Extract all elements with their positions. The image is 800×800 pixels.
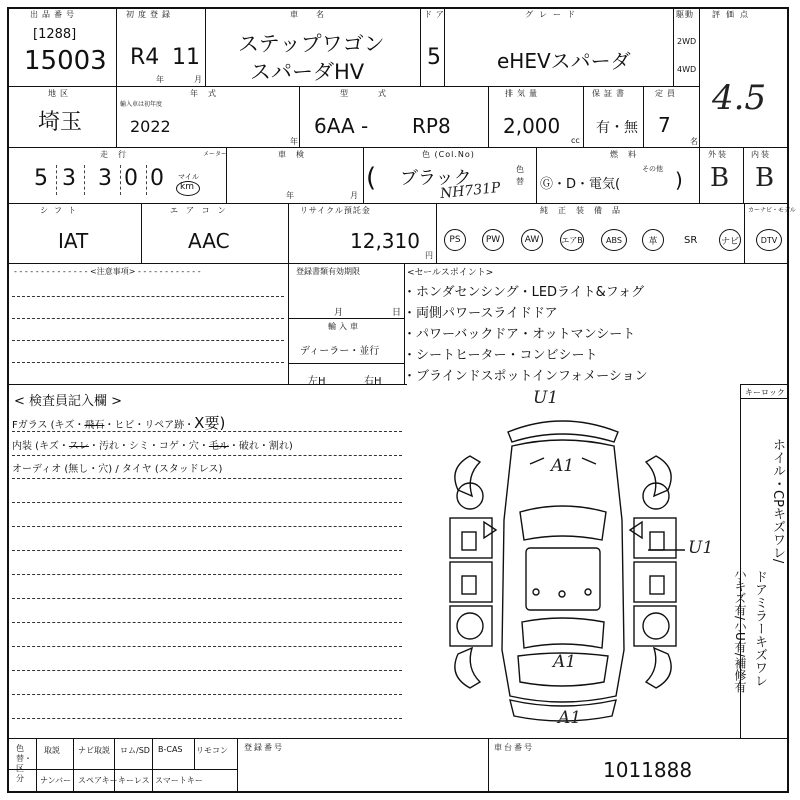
model-code: RP8 bbox=[412, 114, 451, 138]
bottom-r1-c5: リモコン bbox=[196, 746, 228, 755]
car-diagram bbox=[440, 400, 685, 735]
damage-mark-right-side: U1 bbox=[688, 538, 714, 558]
first-reg-label: 初度登録 bbox=[126, 10, 174, 19]
rating-label: 評価点 bbox=[712, 10, 754, 19]
sales-point-3: ・パワーバックドア・オットマンシート bbox=[403, 327, 636, 342]
sales-point-1: ・ホンダセンシング・LEDライト&フォグ bbox=[403, 285, 645, 300]
mileage-digit-2: 3 bbox=[62, 166, 76, 191]
mileage-label: 走行 bbox=[100, 150, 136, 159]
inspection-year: 年 bbox=[286, 191, 294, 200]
import-dealer: ディーラー・並行 bbox=[300, 346, 380, 357]
fuel-other: その他 bbox=[642, 165, 663, 173]
caution-label-text: 注意事項 bbox=[96, 267, 129, 276]
side-note-col3: 小キズ有/小U有/補修有 bbox=[733, 568, 747, 693]
recycle-label: リサイクル預託金 bbox=[300, 206, 371, 215]
equip-ps: PS bbox=[444, 229, 466, 251]
expiry-day: 日 bbox=[392, 308, 402, 318]
bottom-left-label: 色替・区分 bbox=[16, 744, 32, 783]
bottom-r1-c2: ナビ取説 bbox=[78, 746, 110, 755]
keylock-label: キーロック bbox=[745, 388, 785, 397]
inspector-title: < 検査員記入欄 > bbox=[14, 394, 123, 409]
bottom-r1-c1: 取説 bbox=[44, 746, 60, 755]
drive-2wd: 2WD bbox=[677, 37, 697, 46]
model-year-label: 年式 bbox=[190, 89, 226, 98]
exterior-value: B bbox=[710, 163, 730, 193]
model-prefix: 6AA - bbox=[314, 114, 369, 138]
bottom-r2-c4: スマートキー bbox=[155, 776, 203, 785]
equip-sr: SR bbox=[684, 235, 698, 246]
capacity-value: 7 bbox=[658, 113, 671, 137]
color-label: 色 (Col.No) bbox=[422, 150, 475, 159]
lot-bracket: [1288] bbox=[33, 27, 77, 42]
yen-unit: 円 bbox=[425, 251, 433, 260]
damage-mark-rear-bumper: A1 bbox=[558, 708, 582, 728]
sales-point-2: ・両側パワースライドドア bbox=[403, 306, 558, 321]
fuel-options: Ⓖ・D・電気( bbox=[540, 177, 621, 192]
region-value: 埼玉 bbox=[38, 110, 83, 135]
expiry-label: 登録書類有効期限 bbox=[296, 267, 360, 276]
equip-navi: ナビ bbox=[719, 229, 741, 251]
door-label: ドア bbox=[424, 10, 448, 19]
color-code: NH731P bbox=[439, 179, 502, 203]
rating-value: 4.5 bbox=[712, 78, 767, 118]
ac-value: AAC bbox=[188, 229, 230, 253]
interior-value: B bbox=[755, 163, 775, 193]
bottom-r2-c3: キーレス bbox=[118, 776, 150, 785]
lot-number: 15003 bbox=[24, 46, 107, 76]
cc-unit: cc bbox=[571, 136, 580, 145]
reg-month-unit: 月 bbox=[194, 75, 202, 84]
inspector-line2-struck: スレ bbox=[68, 441, 89, 452]
lot-label: 出品番号 bbox=[30, 10, 78, 19]
expiry-month: 月 bbox=[334, 308, 344, 318]
model-label: 型式 bbox=[340, 89, 416, 98]
equip-pw: PW bbox=[482, 229, 504, 251]
grade-value: eHEVスパーダ bbox=[497, 49, 631, 73]
inspector-line1-x: X bbox=[194, 414, 205, 432]
import-label: 輸入車 bbox=[328, 322, 361, 331]
reg-month: 11 bbox=[172, 45, 200, 70]
unit-km: km bbox=[180, 182, 194, 192]
bottom-r1-c3: ロム/SD bbox=[120, 746, 150, 755]
sales-label: <セールスポイント> bbox=[407, 268, 494, 278]
equip-dtv: DTV bbox=[756, 229, 782, 251]
sales-point-4: ・シートヒーター・コンビシート bbox=[403, 348, 598, 363]
drive-label: 駆動 bbox=[676, 10, 694, 19]
model-year-unit: 年 bbox=[290, 137, 298, 146]
caution-label: - - - - - - - - - - - - - - <注意事項> - - - - - - - - - - - - bbox=[14, 267, 201, 276]
inspector-line1-post: 要) bbox=[204, 414, 226, 432]
inspector-line2-pre: 内装 (キズ・ bbox=[12, 441, 69, 452]
model-year-value: 2022 bbox=[130, 117, 171, 136]
interior-label: 内装 bbox=[751, 150, 771, 159]
inspector-line1-mid: ヒビ・リペア跡・ bbox=[114, 420, 195, 431]
equip-abs: ABS bbox=[601, 229, 627, 251]
car-name-label: 車名 bbox=[290, 10, 342, 19]
import-right-h: 右H bbox=[364, 376, 382, 387]
color-value: ブラック bbox=[400, 168, 472, 189]
import-left-h: 左H bbox=[308, 376, 326, 387]
model-year-note: 輸入車は初年度 bbox=[120, 101, 163, 108]
equip-airbag: エアB bbox=[560, 229, 584, 251]
capacity-label: 定員 bbox=[655, 89, 679, 98]
shift-label: シフト bbox=[40, 206, 82, 215]
inspector-line2 bbox=[12, 437, 293, 452]
inspection-label: 車検 bbox=[278, 150, 314, 159]
car-name-line2: スパーダHV bbox=[250, 60, 365, 84]
sales-point-5: ・ブラインドスポットインフォメーション bbox=[403, 369, 648, 384]
bottom-r1-c4: B-CAS bbox=[158, 745, 183, 754]
mileage-digit-1: 5 bbox=[34, 166, 48, 191]
mileage-digit-5: 0 bbox=[150, 166, 164, 191]
inspection-month: 月 bbox=[350, 191, 358, 200]
inspector-line1-struck: 飛石 bbox=[84, 420, 105, 431]
damage-mark-rear: A1 bbox=[553, 652, 577, 672]
side-note-col2: ドアミラーキズワレ bbox=[752, 570, 767, 687]
equip-leather: 革 bbox=[642, 229, 664, 251]
fuel-close: ) bbox=[675, 168, 683, 192]
capacity-unit: 名 bbox=[690, 137, 698, 146]
bottom-r2-c1: ナンバー bbox=[40, 776, 72, 785]
unit-label: メーター bbox=[203, 151, 228, 158]
car-name-line1: ステップワゴン bbox=[238, 32, 385, 56]
color-paren-open: ( bbox=[366, 163, 377, 193]
region-label: 地区 bbox=[48, 89, 72, 98]
exterior-label: 外装 bbox=[708, 150, 728, 159]
reg-year-unit: 年 bbox=[156, 75, 164, 84]
displacement-value: 2,000 bbox=[503, 114, 561, 138]
color-change-label: 色替 bbox=[516, 165, 524, 186]
equipment-label: 純正装備品 bbox=[540, 206, 630, 215]
drive-4wd: 4WD bbox=[677, 65, 697, 74]
inspector-line2-post: ・破れ・割れ) bbox=[228, 441, 293, 452]
recycle-value: 12,310 bbox=[350, 229, 420, 253]
shift-value: IAT bbox=[58, 229, 89, 253]
ac-label: エアコン bbox=[170, 206, 234, 215]
reg-era: R4 bbox=[130, 45, 160, 70]
damage-mark-front-bumper: U1 bbox=[533, 388, 559, 408]
chassis-label: 車台番号 bbox=[494, 743, 534, 752]
registration-number-label: 登録番号 bbox=[244, 743, 284, 752]
displacement-label: 排気量 bbox=[505, 89, 541, 98]
equip-aw: AW bbox=[521, 229, 543, 251]
warranty-value: 有・無 bbox=[596, 120, 638, 136]
mileage-digit-3: 3 bbox=[98, 166, 112, 191]
warranty-label: 保証書 bbox=[592, 89, 628, 98]
chassis-number: 1011888 bbox=[603, 758, 693, 782]
inspector-line2-mid: ・汚れ・シミ・コゲ・穴・ bbox=[88, 441, 209, 452]
damage-mark-hood: A1 bbox=[551, 456, 575, 476]
unit-mile: マイル bbox=[178, 173, 199, 181]
bottom-r2-c2: スペアキー bbox=[78, 776, 118, 785]
carnavi-label: カーナビ・モデル bbox=[748, 207, 796, 214]
side-note-col1: ホイル・CPキズワレ/ bbox=[770, 438, 785, 564]
mileage-digit-4: 0 bbox=[124, 166, 138, 191]
fuel-label: 燃料 bbox=[610, 150, 646, 159]
door-count: 5 bbox=[427, 45, 441, 70]
grade-label: グレード bbox=[525, 10, 581, 19]
inspector-line3: オーディオ (無し・穴) / タイヤ (スタッドレス) bbox=[12, 464, 223, 475]
inspector-line1: Fガラス (キズ・飛石・ヒビ・リペア跡・X要) bbox=[12, 414, 226, 432]
inspector-line2-struck2: 毛ル bbox=[208, 441, 229, 452]
inspector-line1-pre: Fガラス (キズ・ bbox=[12, 420, 85, 431]
